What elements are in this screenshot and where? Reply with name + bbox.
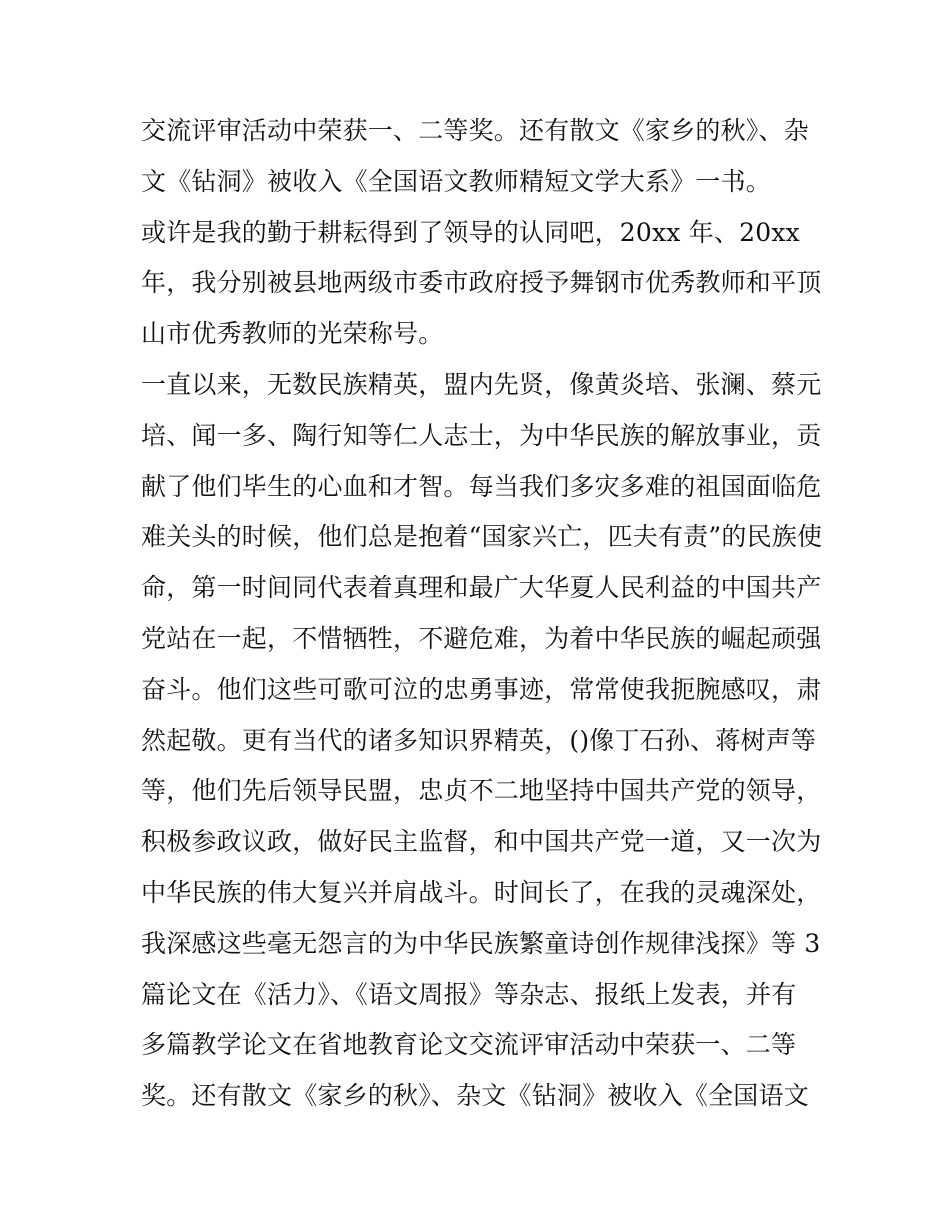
text-line: 年，我分别被县地两级市委市政府授予舞钢市优秀教师和平顶 — [141, 268, 822, 298]
text-line: 积极参政议政，做好民主监督，和中国共产党一道，又一次为 — [141, 827, 822, 857]
text-line: 等，他们先后领导民盟，忠贞不二地坚持中国共产党的领导， — [141, 776, 822, 806]
text-line: 多篇教学论文在省地教育论文交流评审活动中荣获一、二等 — [141, 1030, 797, 1060]
text-line: 党站在一起，不惜牺牲，不避危难，为着中华民族的崛起顽强 — [141, 623, 822, 653]
text-line: 一直以来，无数民族精英，盟内先贤，像黄炎培、张澜、蔡元 — [141, 369, 822, 399]
text-line: 或许是我的勤于耕耘得到了领导的认同吧，20xx 年、20xx — [141, 217, 800, 247]
body-text — [141, 106, 821, 1122]
text-line: 献了他们毕生的心血和才智。每当我们多灾多难的祖国面临危 — [141, 471, 822, 501]
text-line: 中华民族的伟大复兴并肩战斗。时间长了，在我的灵魂深处， — [141, 877, 822, 907]
text-line: 然起敬。更有当代的诸多知识界精英，()像丁石孙、蒋树声等 — [141, 725, 817, 755]
text-line: 奖。还有散文《家乡的秋》、杂文《钻洞》被收入《全国语文 — [141, 1081, 809, 1111]
text-line: 山市优秀教师的光荣称号。 — [141, 319, 444, 349]
text-line: 命，第一时间同代表着真理和最广大华夏人民利益的中国共产 — [141, 573, 822, 603]
text-line: 交流评审活动中荣获一、二等奖。还有散文《家乡的秋》、杂 — [141, 116, 809, 145]
text-line: 难关头的时候，他们总是抱着“国家兴亡，匹夫有责”的民族使 — [141, 522, 823, 552]
text-line: 篇论文在《活力》、《语文周报》等杂志、报纸上发表，并有 — [141, 979, 797, 1009]
text-line: 培、闻一多、陶行知等仁人志士，为中华民族的解放事业，贡 — [141, 420, 822, 450]
text-line: 我深感这些毫无怨言的为中华民族繁童诗创作规律浅探》等 3 — [141, 928, 821, 958]
text-line: 文《钻洞》被收入《全国语文教师精短文学大系》一书。 — [141, 166, 772, 196]
text-line: 奋斗。他们这些可歌可泣的忠勇事迹，常常使我扼腕感叹，肃 — [141, 674, 822, 704]
